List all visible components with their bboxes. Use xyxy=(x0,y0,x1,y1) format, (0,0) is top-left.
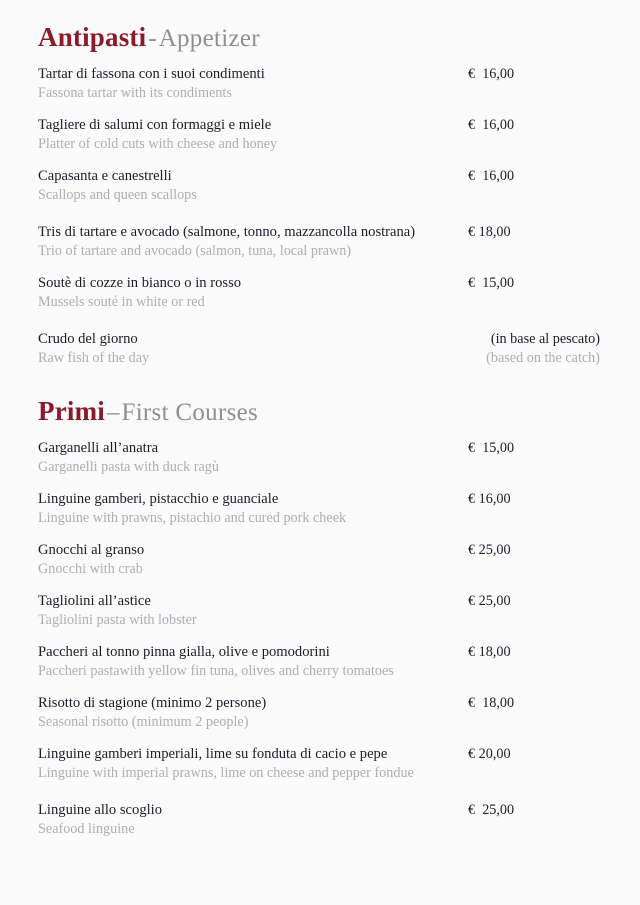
menu-item-names xyxy=(38,223,468,261)
menu-item-row xyxy=(38,745,600,783)
menu-item-names xyxy=(38,745,468,783)
menu-item-price-note xyxy=(468,135,600,154)
menu-item-price-note xyxy=(468,560,600,579)
menu-item-row xyxy=(38,490,600,528)
menu-item-price-note xyxy=(468,186,600,205)
menu-item-names xyxy=(38,643,468,681)
menu-item-row xyxy=(38,592,600,630)
menu-item-name-native: Tris di tartare e avocado (salmone, tonno, mazzancolla nostrana) xyxy=(38,224,416,240)
menu-item-row xyxy=(38,694,600,732)
menu-item-prices xyxy=(468,223,600,261)
menu-item-name-native: Gnocchi al granso xyxy=(38,542,145,558)
menu-item-prices xyxy=(468,592,600,630)
menu-item-names xyxy=(38,167,468,205)
menu-item-prices xyxy=(468,116,600,154)
menu-item-price-note xyxy=(468,293,600,312)
menu-item-name-translation: Seafood linguine xyxy=(38,821,135,837)
menu-item-prices xyxy=(468,643,600,681)
menu-item-price: € 15,00 xyxy=(468,440,515,456)
menu-item-names xyxy=(38,65,468,103)
menu-item-name-translation: Garganelli pasta with duck ragù xyxy=(38,459,219,475)
menu-item-prices xyxy=(468,167,600,205)
menu-item-price: € 16,00 xyxy=(468,168,515,184)
menu-item-name-native: Linguine allo scoglio xyxy=(38,802,163,818)
menu-item-list-primi xyxy=(0,439,640,839)
menu-item-price: € 16,00 xyxy=(468,117,515,133)
menu-item-names xyxy=(38,439,468,477)
menu-item xyxy=(0,801,640,839)
menu-item-row xyxy=(38,801,600,839)
menu-item-price: € 20,00 xyxy=(468,746,511,762)
menu-item-prices xyxy=(468,694,600,732)
menu-item-price: € 16,00 xyxy=(468,491,511,507)
section-heading-translation: First Courses xyxy=(121,399,259,426)
menu-item-row xyxy=(38,65,600,103)
menu-item-prices xyxy=(468,65,600,103)
menu-item-row xyxy=(38,223,600,261)
menu-item xyxy=(0,116,640,154)
menu-item xyxy=(0,745,640,783)
menu-item-name-translation: Tagliolini pasta with lobster xyxy=(38,612,197,628)
menu-item-price: € 25,00 xyxy=(468,593,511,609)
menu-item-name-translation: Trio of tartare and avocado (salmon, tuna, local prawn) xyxy=(38,243,352,259)
menu-item xyxy=(0,439,640,477)
menu-item-prices xyxy=(468,801,600,839)
menu-item-name-translation: Gnocchi with crab xyxy=(38,561,143,577)
menu-item-names xyxy=(38,490,468,528)
menu-item-names xyxy=(38,274,468,312)
menu-item xyxy=(0,223,640,261)
menu-item-row xyxy=(38,439,600,477)
menu-item-price-note xyxy=(468,662,600,681)
menu-item-name-native: Capasanta e canestrelli xyxy=(38,168,172,184)
menu-item-name-translation: Linguine with imperial prawns, lime on cheese and pepper fondue xyxy=(38,765,414,781)
menu-item-row xyxy=(38,116,600,154)
section-heading-translation: Appetizer xyxy=(158,25,260,52)
menu-item-price-note xyxy=(468,820,600,839)
menu-item-name-translation: Mussels souté in white or red xyxy=(38,294,205,310)
menu-item-names xyxy=(38,116,468,154)
menu-item-price: (in base al pescato) xyxy=(490,331,600,347)
menu-item-name-native: Tagliere di salumi con formaggi e miele xyxy=(38,117,272,133)
menu-item-price: € 15,00 xyxy=(468,275,515,291)
menu-item-price: € 25,00 xyxy=(468,542,511,558)
menu-item xyxy=(0,274,640,312)
menu-item-name-translation: Seasonal risotto (minimum 2 people) xyxy=(38,714,249,730)
section-heading-antipasti xyxy=(0,0,640,53)
menu-item-names xyxy=(38,330,468,368)
menu-item-price-note xyxy=(468,458,600,477)
menu-item-name-native: Garganelli all’anatra xyxy=(38,440,159,456)
menu-item-price: € 18,00 xyxy=(468,644,511,660)
menu-item-names xyxy=(38,592,468,630)
section-heading-separator: – xyxy=(106,399,120,426)
menu-item xyxy=(0,592,640,630)
menu-section-primi xyxy=(0,382,640,839)
menu-item-name-translation: Fassona tartar with its condiments xyxy=(38,85,232,101)
menu-item-name-native: Linguine gamberi, pistacchio e guanciale xyxy=(38,491,279,507)
menu-item-price-note xyxy=(468,764,600,783)
menu-item-names xyxy=(38,541,468,579)
menu-item-price-note xyxy=(468,84,600,103)
menu-item-name-translation: Paccheri pastawith yellow fin tuna, olives and cherry tomatoes xyxy=(38,663,394,679)
menu-item xyxy=(0,167,640,205)
section-heading-primi xyxy=(0,382,640,427)
menu-item-price-note: (based on the catch) xyxy=(486,350,600,366)
menu-section-antipasti xyxy=(0,0,640,368)
menu-item-prices xyxy=(468,490,600,528)
menu-item-price-note xyxy=(468,242,600,261)
menu-item-prices xyxy=(468,274,600,312)
menu-item-name-translation: Raw fish of the day xyxy=(38,350,150,366)
menu-item-row xyxy=(38,541,600,579)
menu-item xyxy=(0,65,640,103)
menu-item-name-native: Paccheri al tonno pinna gialla, olive e pomodorini xyxy=(38,644,330,660)
menu-item-name-native: Soutè di cozze in bianco o in rosso xyxy=(38,275,242,291)
menu-item-row xyxy=(38,167,600,205)
section-heading-native: Primi xyxy=(38,396,105,426)
menu-item xyxy=(0,330,640,368)
menu-item-price-note xyxy=(468,611,600,630)
menu-item xyxy=(0,490,640,528)
menu-item-name-translation: Scallops and queen scallops xyxy=(38,187,197,203)
menu-item-name-translation: Platter of cold cuts with cheese and honey xyxy=(38,136,278,152)
menu-item-prices xyxy=(468,541,600,579)
menu-item xyxy=(0,643,640,681)
menu-item-price: € 18,00 xyxy=(468,695,515,711)
menu-item-name-native: Tartar di fassona con i suoi condimenti xyxy=(38,66,265,82)
menu-item-row xyxy=(38,643,600,681)
menu-item xyxy=(0,541,640,579)
menu-item-price: € 25,00 xyxy=(468,802,515,818)
menu-item-price: € 18,00 xyxy=(468,224,511,240)
menu-item-name-native: Crudo del giorno xyxy=(38,331,138,347)
section-heading-separator: - xyxy=(148,25,157,52)
menu-item-names xyxy=(38,694,468,732)
menu-item-name-translation: Linguine with prawns, pistachio and cured pork cheek xyxy=(38,510,347,526)
menu-item-row xyxy=(38,274,600,312)
menu-item-price-note xyxy=(468,713,600,732)
menu-item-name-native: Tagliolini all’astice xyxy=(38,593,151,609)
menu-item-price-note xyxy=(468,509,600,528)
menu-item-name-native: Linguine gamberi imperiali, lime su fonduta di cacio e pepe xyxy=(38,746,388,762)
menu-item-row xyxy=(38,330,600,368)
menu-item-prices xyxy=(468,330,600,368)
menu-item-prices xyxy=(468,439,600,477)
menu-item-price: € 16,00 xyxy=(468,66,515,82)
menu-item-names xyxy=(38,801,468,839)
section-heading-native: Antipasti xyxy=(38,22,147,52)
menu-item-prices xyxy=(468,745,600,783)
menu-item-name-native: Risotto di stagione (minimo 2 persone) xyxy=(38,695,267,711)
menu-item-list-antipasti xyxy=(0,65,640,368)
menu-item xyxy=(0,694,640,732)
